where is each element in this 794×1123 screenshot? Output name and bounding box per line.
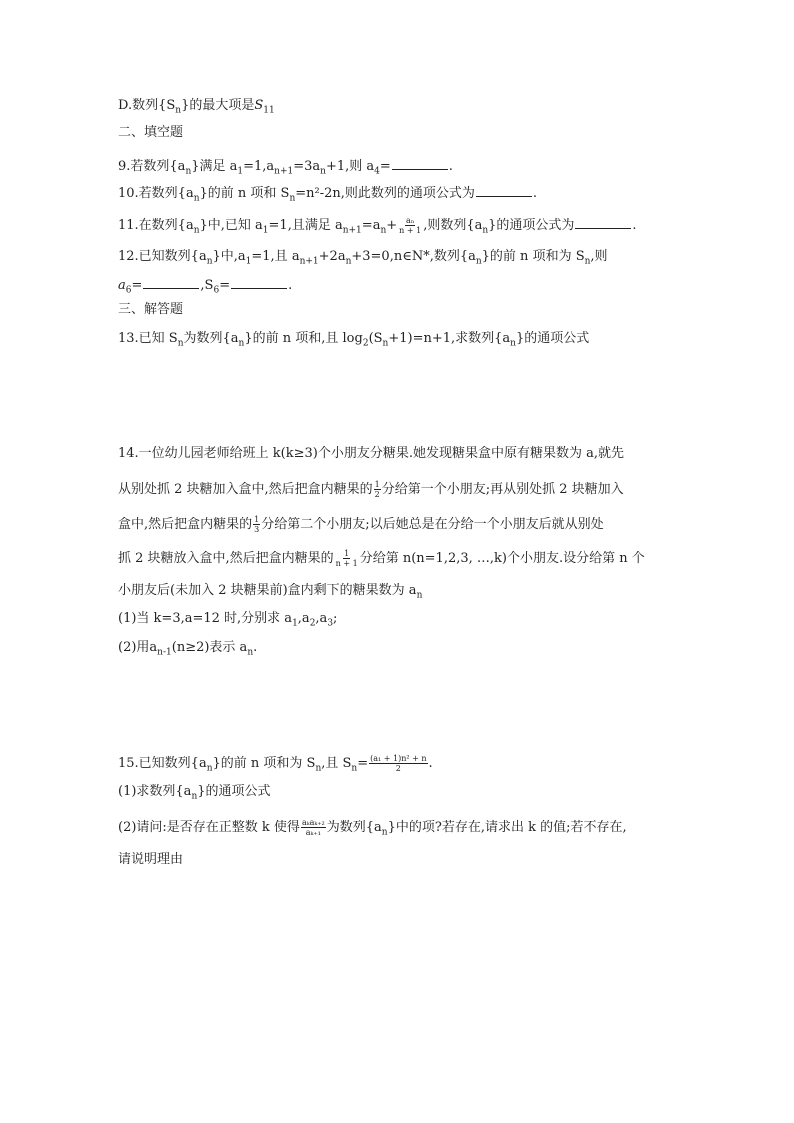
question-14-line-5: 小朋友后(未加入 2 块糖果前)盒内剩下的糖果数为 $a_n$ xyxy=(118,583,423,601)
question-12-answers: $a_6= ,S_6=$ . xyxy=(118,278,293,296)
option-d: D.数列$\{S_n\}$的最大项是$S_{11}$ xyxy=(118,98,275,116)
fraction: $\frac{1}{n + 1}$ xyxy=(335,549,358,568)
question-14-part-2: (2)用$a_{n-1}(n\ge 2)$表示 $a_n$. xyxy=(118,640,258,658)
question-15-part-2: (2)请问:是否存在正整数 k 使得 $\frac{\text{aₖaₖ₊₂}}{\text{aₖ₊₁}}$ 为数列$\{a_n\}$中的项?若存在,请求出 k 的值;若不存在, xyxy=(118,818,627,838)
question-14-line-2: 从别处抓 2 块糖加入盒中,然后把盒内糖果的 $\frac{1}{2}$ 分给第一个小朋友;再从别处抓 2 块糖加入 xyxy=(118,480,624,499)
section-heading-fill-in: 二、填空题 xyxy=(118,125,184,140)
answer-blank[interactable] xyxy=(231,276,287,289)
question-14-line-3: 盒中,然后把盒内糖果的 $\frac{1}{3}$ 分给第二个小朋友;以后她总是在分给一个小朋友后就从别处 xyxy=(118,515,604,534)
answer-blank[interactable] xyxy=(392,157,448,170)
question-14-part-1: (1)当 k=3,a=12 时,分别求 $a_1,a_2,a_3$; xyxy=(118,611,338,629)
fraction: $\frac{\text{aₙ}}{n + 1}$ xyxy=(399,216,422,235)
answer-blank[interactable] xyxy=(575,216,631,229)
question-15: 15.已知数列$\{a_n\}$的前 n 项和为 $S_n$,且 $S_n=$ $\frac{\text{(a₁ + 1)n² + n}}{2}$ . xyxy=(118,754,433,774)
question-14-line-4: 抓 2 块糖放入盒中,然后把盒内糖果的 $\frac{1}{n + 1}$ 分给第 n(n=1,2,3, …,k)个小朋友.设分给第 n 个 xyxy=(118,549,645,568)
question-11: 11.在数列$\{a_n\}$中,已知 $a_1=1$,且满足 $a_{n+1}=a_n+$ $\frac{\text{aₙ}}{n + 1}$ ,则数列$\{a_n\}$的通项公式为 . xyxy=(118,216,637,236)
fraction: $\frac{\text{(a₁ + 1)n² + n}}{2}$ xyxy=(370,754,427,773)
question-15-part-3: 请说明理由 xyxy=(118,852,184,867)
question-10: 10.若数列$\{a_n\}$的前 n 项和 $S_n=n^2-2n$,则此数列的通项公式为 . xyxy=(118,186,538,204)
fraction: $\frac{1}{3}$ xyxy=(254,515,260,534)
fraction: $\frac{\text{aₖaₖ₊₂}}{\text{aₖ₊₁}}$ xyxy=(301,818,325,837)
section-heading-solutions: 三、解答题 xyxy=(118,302,184,317)
question-15-part-1: (1)求数列$\{a_n\}$的通项公式 xyxy=(118,784,271,802)
question-13: 13.已知 $S_n$为数列$\{a_n\}$的前 n 项和,且 $\log_2(S_n+1)=n+1$,求数列$\{a_n\}$的通项公式 xyxy=(118,331,590,349)
answer-blank[interactable] xyxy=(143,276,199,289)
question-12: 12.已知数列$\{a_n\}$中$,a_1=1$,且 $a_{n+1}+2a_n+3=0,n\in N*$,数列$\{a_n\}$的前 n 项和为 $S_n$,则 xyxy=(118,249,608,267)
answer-blank[interactable] xyxy=(476,184,532,197)
fraction: $\frac{1}{2}$ xyxy=(374,480,380,499)
question-9: 9.若数列$\{a_n\}$满足 $a_1=1,a_{n+1}=3a_n+1$,则 $a_4=$ . xyxy=(118,159,453,177)
question-14-line-1: 14.一位幼儿园老师给班上 k(k≥3)个小朋友分糖果.她发现糖果盒中原有糖果数为 a,就先 xyxy=(118,446,625,461)
